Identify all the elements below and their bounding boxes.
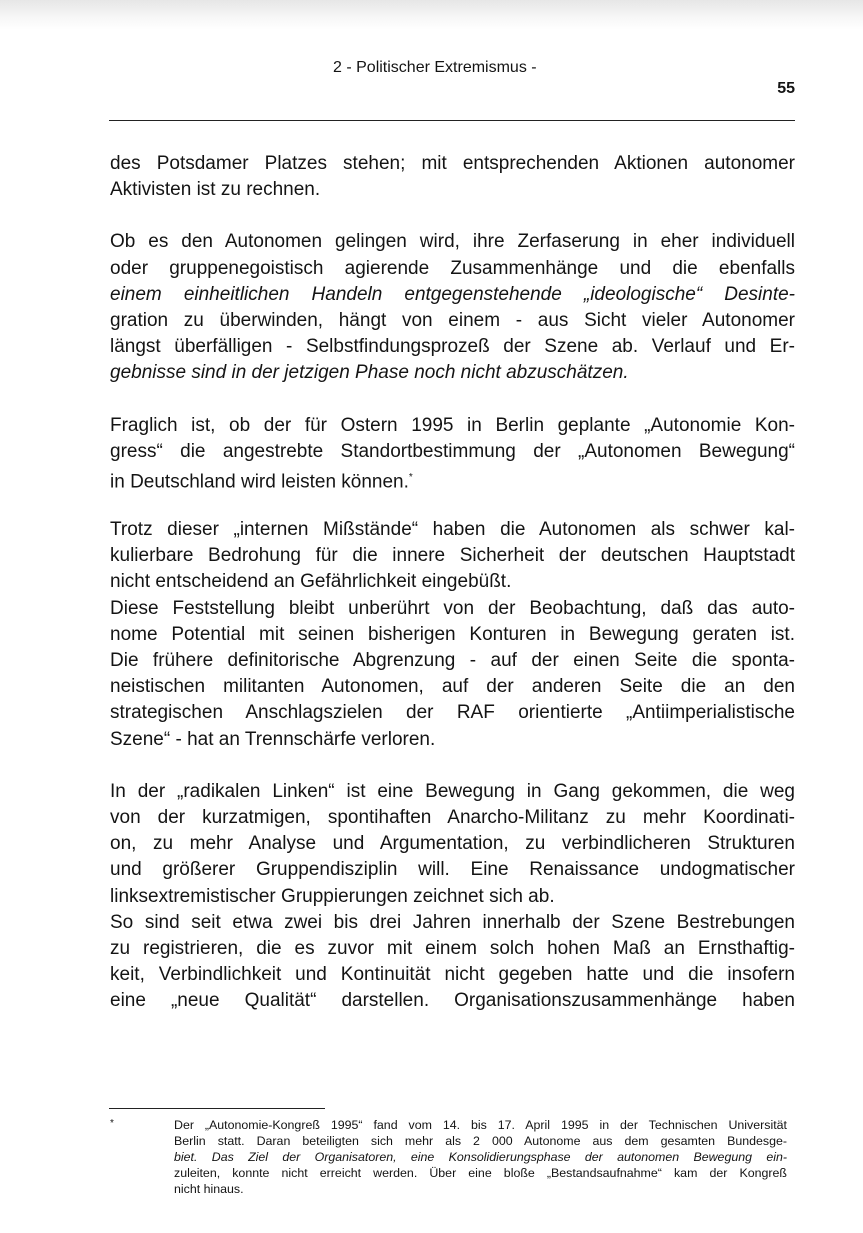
scan-shadow xyxy=(0,0,863,30)
paragraph xyxy=(110,910,795,1015)
text-line: zu registrieren, die es zuvor mit einem solch hohen Maß an Ernsthaftig- xyxy=(110,937,795,959)
text-line: einem einheitlichen Handeln entgegenstehende „ideologische“ Desinte- xyxy=(110,283,795,305)
text-line: und größerer Gruppendisziplin will. Eine Renaissance undogmatischer xyxy=(110,859,795,881)
text-line: nome Potential mit seinen bisherigen Konturen in Bewegung geraten ist. xyxy=(110,623,795,645)
footnote xyxy=(174,1117,787,1197)
text-segment: in Deutschland wird leisten können. xyxy=(110,471,409,492)
footnote-line: nicht hinaus. xyxy=(174,1182,244,1196)
text-line: von der kurzatmigen, spontihaften Anarcho-Militanz zu mehr Koordinati- xyxy=(110,806,795,828)
text-line: Fraglich ist, ob der für Ostern 1995 in Berlin geplante „Autonomie Kon- xyxy=(110,414,795,436)
paragraph xyxy=(110,229,795,386)
text-line: Diese Feststellung bleibt unberührt von der Beobachtung, daß das auto- xyxy=(110,597,795,619)
text-line: Aktivisten ist zu rechnen. xyxy=(110,179,321,201)
footnote-line: biet. Das Ziel der Organisatoren, eine Konsolidierungsphase der autonomen Bewegung ein- xyxy=(174,1150,787,1164)
paragraph xyxy=(110,779,795,910)
header-rule xyxy=(109,120,795,121)
body-text xyxy=(110,151,795,1014)
running-header: 2 - Politischer Extremismus - xyxy=(333,59,537,76)
text-line: Szene“ - hat an Trennschärfe verloren. xyxy=(110,728,436,750)
text-line: oder gruppenegoistisch agierende Zusammenhänge und die ebenfalls xyxy=(110,257,795,279)
paragraph xyxy=(110,413,795,492)
page-number: 55 xyxy=(777,80,795,97)
text-line: nicht entscheidend an Gefährlichkeit eingebüßt. xyxy=(110,571,512,593)
footnote-line: zuleiten, konnte nicht erreicht werden. Über eine bloße „Bestandsaufnahme“ kam der Kongreß xyxy=(174,1166,787,1180)
text-line: So sind seit etwa zwei bis drei Jahren innerhalb der Szene Bestrebungen xyxy=(110,911,795,933)
text-line: kulierbare Bedrohung für die innere Sicherheit der deutschen Hauptstadt xyxy=(110,545,795,567)
text-line: gress“ die angestrebte Standortbestimmung der „Autonomen Bewegung“ xyxy=(110,440,795,462)
text-line: keit, Verbindlichkeit und Kontinuität nicht gegeben hatte und die insofern xyxy=(110,964,795,986)
text-line: gebnisse sind in der jetzigen Phase noch nicht abzuschätzen. xyxy=(110,362,629,384)
footnote-rule xyxy=(109,1108,325,1109)
footnote-reference: * xyxy=(408,471,413,483)
text-line xyxy=(110,465,795,491)
paragraph xyxy=(110,151,795,203)
text-line: on, zu mehr Analyse und Argumentation, zu verbindlicheren Strukturen xyxy=(110,833,795,855)
text-line: des Potsdamer Platzes stehen; mit entsprechenden Aktionen autonomer xyxy=(110,153,795,174)
text-line: strategischen Anschlagszielen der RAF orientierte „Antiimperialistische xyxy=(110,702,795,724)
footnote-marker: * xyxy=(110,1118,114,1129)
text-line: In der „radikalen Linken“ ist eine Bewegung in Gang gekommen, die weg xyxy=(110,780,795,802)
text-line: neistischen militanten Autonomen, auf der anderen Seite die an den xyxy=(110,676,795,698)
text-line: Trotz dieser „internen Mißstände“ haben die Autonomen als schwer kal- xyxy=(110,519,795,541)
paragraph xyxy=(110,596,795,753)
paragraph xyxy=(110,517,795,596)
text-line: Ob es den Autonomen gelingen wird, ihre Zerfaserung in eher individuell xyxy=(110,231,795,253)
footnote-line: Berlin statt. Daran beteiligten sich mehr als 2 000 Autonome aus dem gesamten Bundesge- xyxy=(174,1134,787,1148)
text-line: linksextremistischer Gruppierungen zeichnet sich ab. xyxy=(110,885,555,907)
text-line: gration zu überwinden, hängt von einem - aus Sicht vieler Autonomer xyxy=(110,309,795,331)
text-line: Die frühere definitorische Abgrenzung - auf der einen Seite die sponta- xyxy=(110,650,795,671)
footnote-line: Der „Autonomie-Kongreß 1995“ fand vom 14. bis 17. April 1995 in der Technischen Universität xyxy=(174,1118,787,1132)
text-line: längst überfälligen - Selbstfindungsprozeß der Szene ab. Verlauf und Er- xyxy=(110,336,795,358)
text-line: eine „neue Qualität“ darstellen. Organisationszusammenhänge haben xyxy=(110,990,795,1012)
